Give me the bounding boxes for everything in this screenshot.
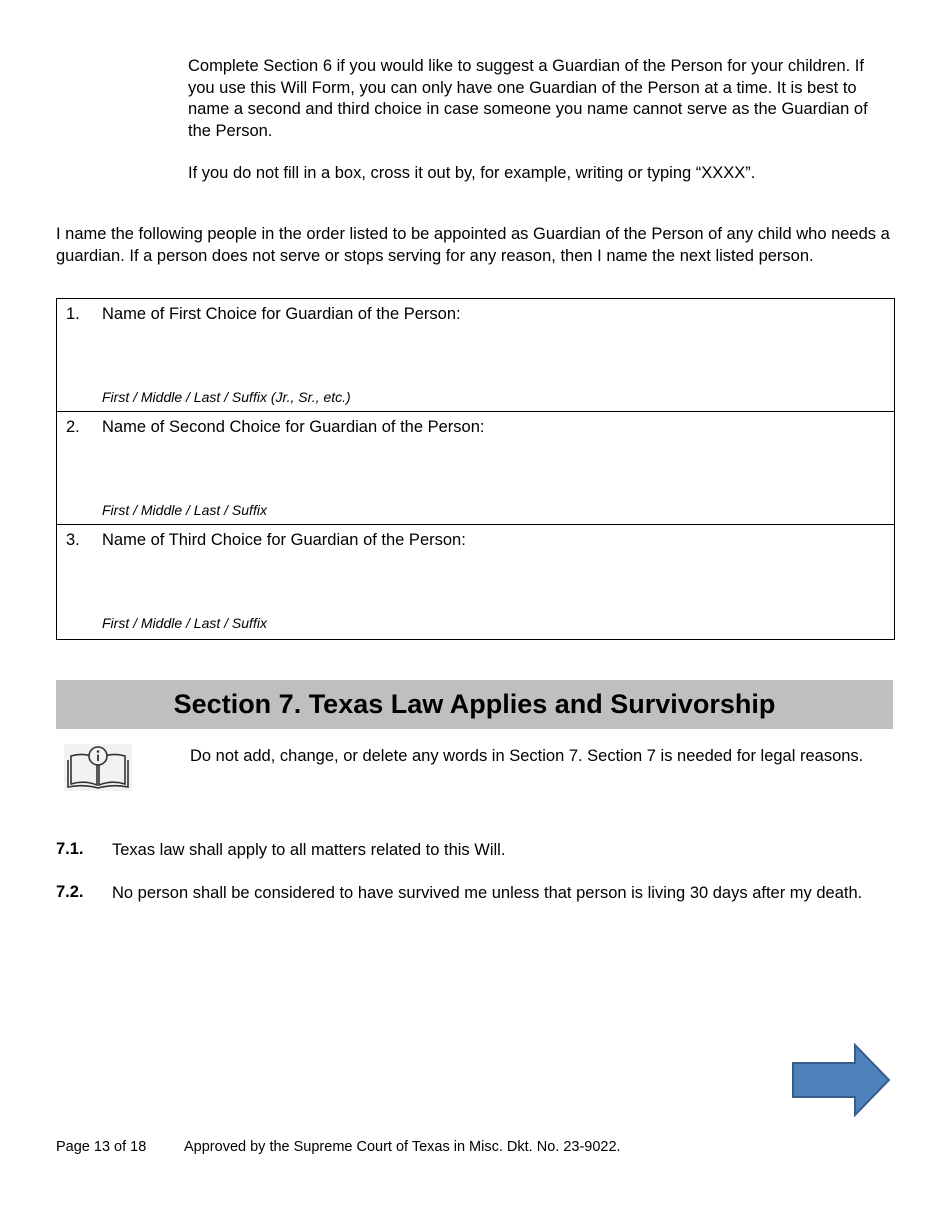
section-7-title: Section 7. Texas Law Applies and Survivorship <box>173 689 776 719</box>
book-info-icon-graphic <box>64 744 132 791</box>
section-7-notice: Do not add, change, or delete any words in Section 7. Section 7 is needed for legal reasons. <box>190 747 864 765</box>
guardian-name-format-hint: First / Middle / Last / Suffix <box>102 502 267 518</box>
guardian-choice-number: 3. <box>66 531 80 549</box>
guardian-choice-row-2[interactable] <box>57 412 894 525</box>
clause-7-2-text: No person shall be considered to have survived me unless that person is living 30 days after my death. <box>112 884 863 902</box>
guardian-choice-label: Name of Third Choice for Guardian of the Person: <box>102 531 466 549</box>
next-page-arrow-graphic[interactable] <box>790 1043 892 1117</box>
instructions-paragraph-1: Complete Section 6 if you would like to suggest a Guardian of the Person for your children. If you use this Will Form, you can only have one Guardian of the Person at a time. It is best to name a second and third choice in case someone you name cannot serve as the Guardian of the Person. <box>188 57 868 140</box>
clause-7-1-number: 7.1. <box>56 840 84 858</box>
guardian-choice-row-1[interactable] <box>57 299 894 412</box>
next-page-arrow-icon[interactable] <box>790 1043 892 1117</box>
footer-page-number: Page 13 of 18 <box>56 1139 147 1155</box>
footer-approval: Approved by the Supreme Court of Texas in Misc. Dkt. No. 23-9022. <box>184 1139 621 1155</box>
clause-7-1-text: Texas law shall apply to all matters related to this Will. <box>112 841 506 859</box>
guardian-choice-number: 1. <box>66 305 80 323</box>
guardian-choice-row-3[interactable] <box>57 525 894 639</box>
section-7-header <box>56 680 893 729</box>
guardian-name-format-hint: First / Middle / Last / Suffix <box>102 615 267 631</box>
guardian-naming-statement: I name the following people in the order listed to be appointed as Guardian of the Person of any child who needs a guardian. If a person does not serve or stops serving for any reason, then I name the next listed person. <box>56 225 890 265</box>
guardian-choice-label: Name of First Choice for Guardian of the Person: <box>102 305 461 323</box>
clause-7-2-number: 7.2. <box>56 883 84 901</box>
guardian-name-format-hint: First / Middle / Last / Suffix (Jr., Sr., etc.) <box>102 389 351 405</box>
guardian-choice-label: Name of Second Choice for Guardian of the Person: <box>102 418 485 436</box>
guardian-choices-table <box>56 298 895 640</box>
guardian-choice-number: 2. <box>66 418 80 436</box>
instructions-paragraph-2: If you do not fill in a box, cross it out by, for example, writing or typing “XXXX”. <box>188 164 756 182</box>
book-info-icon <box>64 744 132 791</box>
